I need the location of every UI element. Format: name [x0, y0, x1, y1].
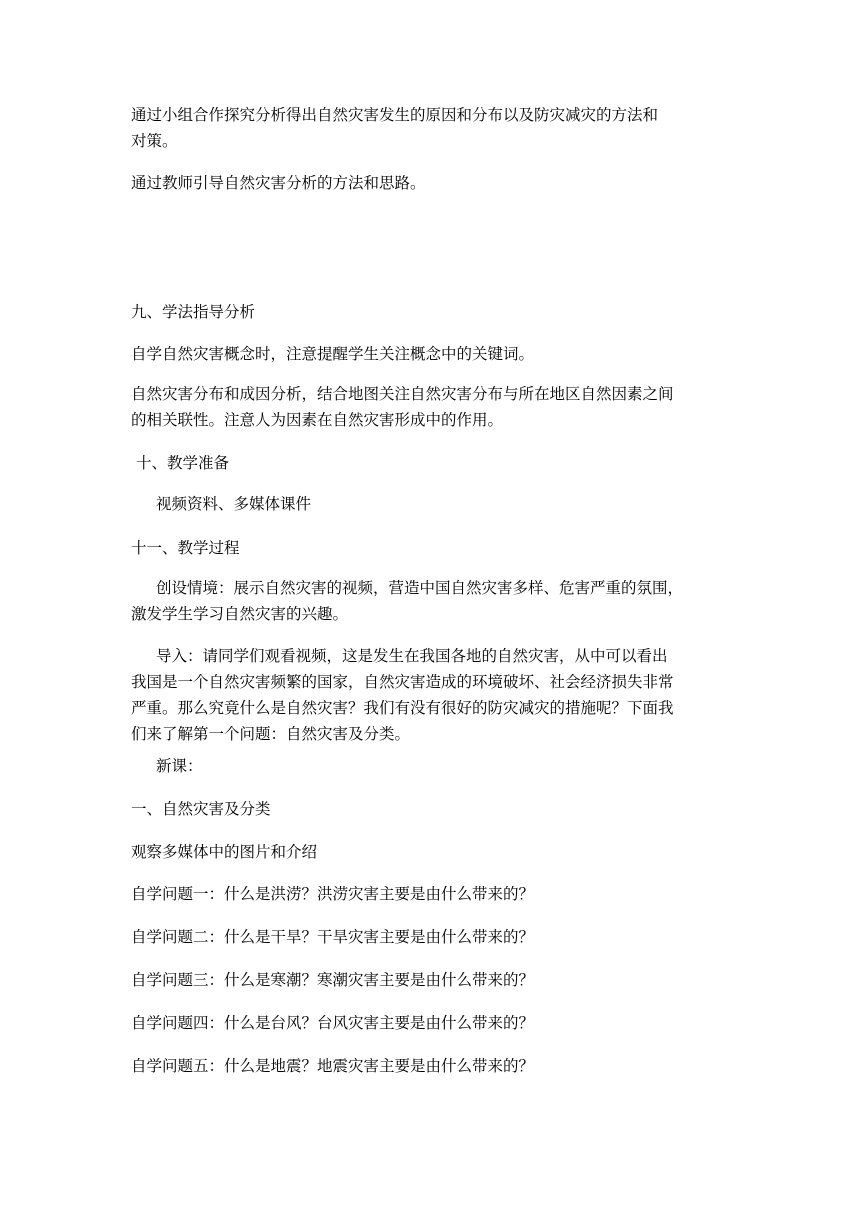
section-11-heading [131, 535, 731, 561]
objective-paragraph [131, 102, 731, 154]
self-study-question-4-text: 自学问题四：什么是台风？台风灾害主要是由什么带来的？ [131, 1014, 535, 1032]
intro-line-4: 们来了解第一个问题：自然灾害及分类。 [131, 725, 411, 743]
self-study-question-4 [131, 1010, 731, 1036]
intro-line-2: 我国是一个自然灾害频繁的国家，自然灾害造成的环境破坏、社会经济损失非常 [131, 673, 674, 691]
objective-line-2: 对策。 [131, 132, 178, 150]
self-study-question-1 [131, 881, 731, 907]
section-10-heading [136, 450, 736, 476]
scenario-line-2: 激发学生学习自然灾害的兴趣。 [131, 605, 349, 623]
section-9-paragraph-1-text: 自学自然灾害概念时，注意提醒学生关注概念中的关键词。 [131, 345, 535, 363]
self-study-question-2-text: 自学问题二：什么是干旱？干旱灾害主要是由什么带来的？ [131, 928, 535, 946]
section-9-paragraph-2-line-1: 自然灾害分布和成因分析，结合地图关注自然灾害分布与所在地区自然因素之间 [131, 385, 674, 403]
scenario-paragraph [131, 575, 731, 627]
part-1-heading-text: 一、自然灾害及分类 [131, 800, 271, 818]
observe-instruction [131, 839, 731, 865]
self-study-question-5-text: 自学问题五：什么是地震？地震灾害主要是由什么带来的？ [131, 1057, 535, 1075]
section-11-heading-text: 十一、教学过程 [131, 539, 240, 557]
scenario-line-1: 创设情境：展示自然灾害的视频，营造中国自然灾害多样、危害严重的氛围， [156, 579, 684, 597]
teacher-guidance-text: 通过教师引导自然灾害分析的方法和思路。 [131, 174, 426, 192]
self-study-question-1-text: 自学问题一：什么是洪涝？洪涝灾害主要是由什么带来的？ [131, 885, 535, 903]
self-study-question-3 [131, 967, 731, 993]
new-lesson-text: 新课： [156, 757, 203, 775]
section-9-paragraph-1 [131, 341, 731, 367]
section-9-paragraph-2-line-2: 的相关联性。注意人为因素在自然灾害形成中的作用。 [131, 411, 504, 429]
new-lesson-label [156, 753, 731, 779]
self-study-question-3-text: 自学问题三：什么是寒潮？寒潮灾害主要是由什么带来的？ [131, 971, 535, 989]
section-9-heading [131, 299, 731, 325]
part-1-heading [131, 796, 731, 822]
objective-line-1: 通过小组合作探究分析得出自然灾害发生的原因和分布以及防灾减灾的方法和 [131, 106, 659, 124]
self-study-question-2 [131, 924, 731, 950]
intro-paragraph [131, 643, 731, 747]
intro-line-1: 导入：请同学们观看视频，这是发生在我国各地的自然灾害，从中可以看出 [156, 647, 668, 665]
section-9-paragraph-2 [131, 381, 731, 433]
self-study-question-5 [131, 1053, 731, 1079]
intro-line-3: 严重。那么究竟什么是自然灾害？我们有没有很好的防灾减灾的措施呢？下面我 [131, 699, 674, 717]
section-10-heading-text: 十、教学准备 [136, 454, 230, 472]
section-10-paragraph [156, 491, 731, 517]
section-10-paragraph-text: 视频资料、多媒体课件 [156, 495, 312, 513]
section-9-heading-text: 九、学法指导分析 [131, 303, 256, 321]
observe-instruction-text: 观察多媒体中的图片和介绍 [131, 843, 318, 861]
teacher-guidance-paragraph [131, 170, 731, 196]
